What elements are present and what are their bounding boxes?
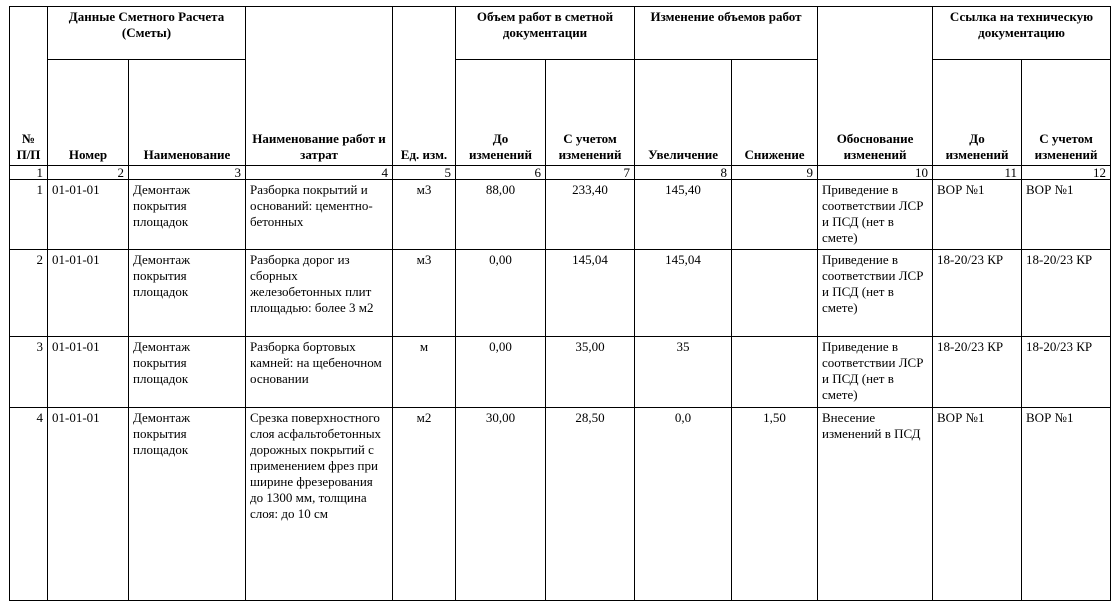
row-work-name: Разборка покрытий и оснований: цементно-бетонных (246, 180, 393, 250)
column-number: 8 (635, 166, 732, 180)
row-work-name: Срезка поверхностного слоя асфальтобетонных дорожных покрытий с применением фрез при ширине фрезерования до 1300 мм, толщина слоя: до 10 см (246, 408, 393, 601)
header-col-name: Наименование (129, 60, 246, 166)
row-ref-after: ВОР №1 (1022, 408, 1111, 601)
row-estimate-number: 01-01-01 (48, 408, 129, 601)
row-ref-after: ВОР №1 (1022, 180, 1111, 250)
row-no: 4 (10, 408, 48, 601)
column-number: 4 (246, 166, 393, 180)
column-number: 1 (10, 166, 48, 180)
table-row (10, 180, 1111, 250)
header-col-number: Номер (48, 60, 129, 166)
row-decrease (732, 180, 818, 250)
row-work-name: Разборка дорог из сборных железобетонных плит площадью: более 3 м2 (246, 250, 393, 337)
table-row (10, 408, 1111, 601)
column-number: 5 (393, 166, 456, 180)
header-ref-group: Ссылка на техническую документацию (933, 7, 1111, 60)
row-unit: м (393, 337, 456, 408)
row-before: 0,00 (456, 337, 546, 408)
header-no: № П/П (10, 7, 48, 166)
column-number: 6 (456, 166, 546, 180)
row-estimate-name: Демонтаж покрытия площадок (129, 180, 246, 250)
row-justification: Приведение в соответствии ЛСР и ПСД (нет в смете) (818, 180, 933, 250)
row-unit: м3 (393, 250, 456, 337)
row-estimate-name: Демонтаж покрытия площадок (129, 250, 246, 337)
column-number: 12 (1022, 166, 1111, 180)
row-estimate-number: 01-01-01 (48, 180, 129, 250)
row-before: 0,00 (456, 250, 546, 337)
row-after: 233,40 (546, 180, 635, 250)
column-number: 3 (129, 166, 246, 180)
row-ref-before: ВОР №1 (933, 408, 1022, 601)
row-increase: 145,04 (635, 250, 732, 337)
column-number: 2 (48, 166, 129, 180)
table-row (10, 250, 1111, 337)
header-change-group: Изменение объемов работ (635, 7, 818, 60)
row-unit: м3 (393, 180, 456, 250)
row-before: 88,00 (456, 180, 546, 250)
column-number: 9 (732, 166, 818, 180)
header-justification: Обоснование изменений (818, 7, 933, 166)
header-volume-group: Объем работ в сметной документации (456, 7, 635, 60)
row-increase: 0,0 (635, 408, 732, 601)
row-ref-before: 18-20/23 КР (933, 337, 1022, 408)
row-decrease (732, 337, 818, 408)
row-ref-after: 18-20/23 КР (1022, 250, 1111, 337)
row-no: 1 (10, 180, 48, 250)
column-number: 11 (933, 166, 1022, 180)
row-justification: Приведение в соответствии ЛСР и ПСД (нет в смете) (818, 337, 933, 408)
row-estimate-name: Демонтаж покрытия площадок (129, 337, 246, 408)
row-increase: 35 (635, 337, 732, 408)
row-after: 145,04 (546, 250, 635, 337)
row-unit: м2 (393, 408, 456, 601)
header-increase: Увеличение (635, 60, 732, 166)
row-before: 30,00 (456, 408, 546, 601)
header-unit: Ед. изм. (393, 7, 456, 166)
row-justification: Приведение в соответствии ЛСР и ПСД (нет в смете) (818, 250, 933, 337)
row-increase: 145,40 (635, 180, 732, 250)
row-decrease (732, 250, 818, 337)
row-work-name: Разборка бортовых камней: на щебеночном основании (246, 337, 393, 408)
header-works-name: Наименование работ и затрат (246, 7, 393, 166)
header-ref-after: С учетом изменений (1022, 60, 1111, 166)
changes-table (9, 6, 1111, 601)
header-before: До изменений (456, 60, 546, 166)
row-estimate-name: Демонтаж покрытия площадок (129, 408, 246, 601)
header-ref-before: До изменений (933, 60, 1022, 166)
header-decrease: Снижение (732, 60, 818, 166)
row-no: 3 (10, 337, 48, 408)
table-row (10, 337, 1111, 408)
column-number: 7 (546, 166, 635, 180)
column-numbers-row (10, 166, 1111, 180)
header-estimate-group: Данные Сметного Расчета (Сметы) (48, 7, 246, 60)
header-after: С учетом изменений (546, 60, 635, 166)
row-decrease: 1,50 (732, 408, 818, 601)
row-after: 28,50 (546, 408, 635, 601)
row-ref-before: ВОР №1 (933, 180, 1022, 250)
row-justification: Внесение изменений в ПСД (818, 408, 933, 601)
row-no: 2 (10, 250, 48, 337)
row-ref-before: 18-20/23 КР (933, 250, 1022, 337)
column-number: 10 (818, 166, 933, 180)
row-estimate-number: 01-01-01 (48, 250, 129, 337)
row-after: 35,00 (546, 337, 635, 408)
row-ref-after: 18-20/23 КР (1022, 337, 1111, 408)
row-estimate-number: 01-01-01 (48, 337, 129, 408)
